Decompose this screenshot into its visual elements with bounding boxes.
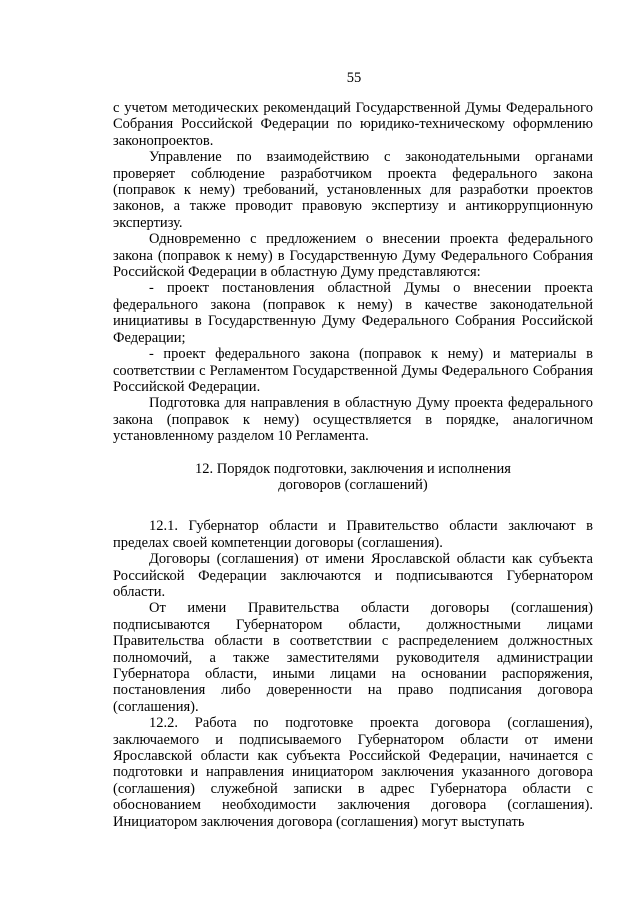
list-item: - проект постановления областной Думы о внесении проекта федерального закона (поправок к нему) в качестве законодательной инициативы в Государственную Думу Федерального Собрания Российской Федерации;	[113, 280, 593, 346]
body-text-top	[113, 100, 593, 445]
page-number: 55	[346, 70, 362, 86]
paragraph: Управление по взаимодействию с законодательными органами проверяет соблюдение разработчиком проекта федерального закона (поправок к нему) требований, установленных для разработки проектов законов, а также проводит правовую экспертизу и антикоррупционную экспертизу.	[113, 149, 593, 231]
paragraph: с учетом методических рекомендаций Государственной Думы Федерального Собрания Российской Федерации по юридико-техническому оформлению законопроектов.	[113, 100, 593, 149]
paragraph: 12.2. Работа по подготовке проекта договора (соглашения), заключаемого и подписываемого Губернатором области от имени Ярославской области как субъекта Российской Федерации, начинается с подготовки и направления инициатором заключения указанного договора (соглашения) служебной записки в адрес Губернатора области с обоснованием необходимости заключения договора (соглашения). Инициатором заключения договора (соглашения) могут выступать	[113, 715, 593, 830]
list-item: - проект федерального закона (поправок к нему) и материалы в соответствии с Регламентом Государственной Думы Федерального Собрания Российской Федерации.	[113, 346, 593, 395]
body-text-bottom	[113, 518, 593, 830]
paragraph: Подготовка для направления в областную Думу проекта федерального закона (поправок к нему) осуществляется в порядке, аналогичном установленному разделом 10 Регламента.	[113, 395, 593, 445]
section-heading-line: договоров (соглашений)	[278, 476, 428, 493]
paragraph: От имени Правительства области договоры (соглашения) подписываются Губернатором области, должностными лицами Правительства области в соответствии с распределением должностных полномочий, а также заместителями руководителя администрации Губернатора области, иными лицами на основании распоряжения, постановления либо доверенности на право подписания договора (соглашения).	[113, 600, 593, 715]
document-page	[113, 70, 593, 830]
paragraph: Одновременно с предложением о внесении проекта федерального закона (поправок к нему) в Государственную Думу Федерального Собрания Российской Федерации в областную Думу представляются:	[113, 231, 593, 281]
paragraph: 12.1. Губернатор области и Правительство области заключают в пределах своей компетенции договоры (соглашения).	[113, 518, 593, 551]
section-heading-line: 12. Порядок подготовки, заключения и исполнения	[195, 460, 511, 477]
paragraph: Договоры (соглашения) от имени Ярославской области как субъекта Российской Федерации заключаются и подписываются Губернатором области.	[113, 551, 593, 600]
section-heading	[113, 461, 593, 494]
